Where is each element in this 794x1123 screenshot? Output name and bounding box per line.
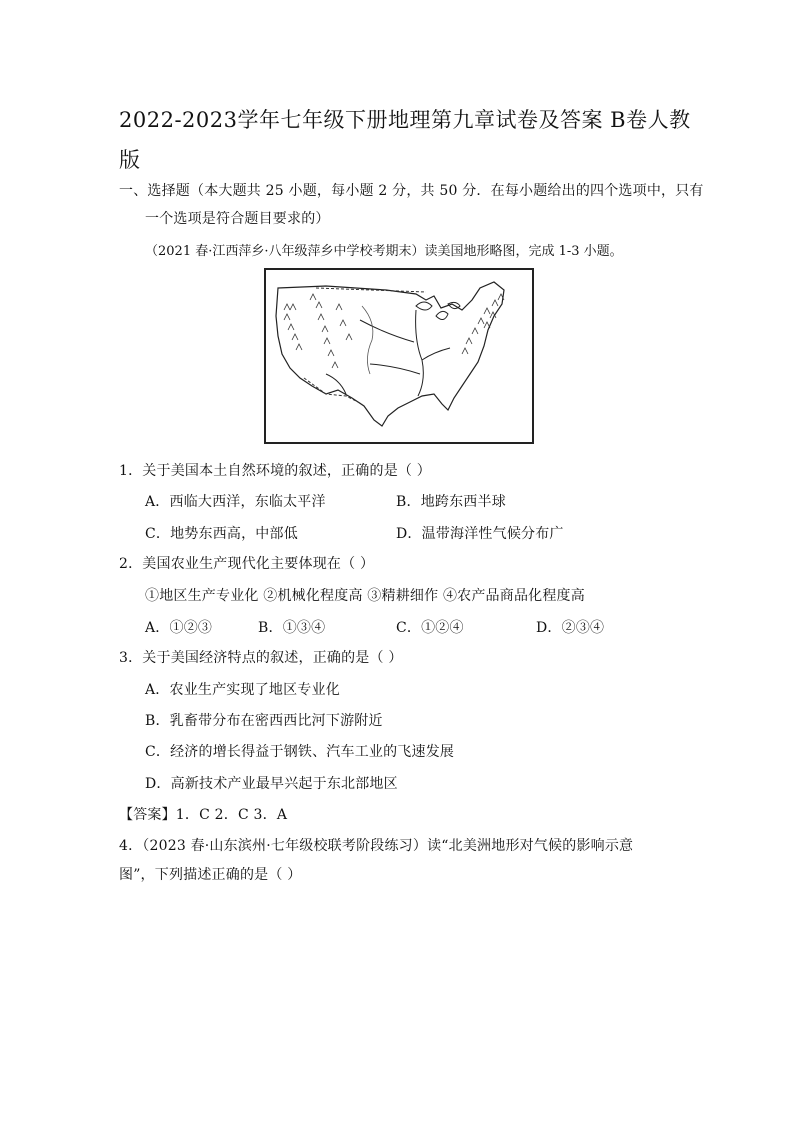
page-title-continued: 版 [119, 148, 141, 172]
question-1-option-c: C．地势东西高，中部低 [145, 526, 298, 542]
question-1-option-d: D．温带海洋性气候分布广 [396, 526, 564, 542]
us-terrain-map-drawing [266, 270, 532, 442]
page-title: 2022-2023学年七年级下册地理第九章试卷及答案 B卷人教 [119, 108, 691, 132]
question-4-stem-continued: 图”，下列描述正确的是（ ） [119, 867, 302, 883]
question-2-option-d: D．②③④ [536, 620, 605, 636]
question-3-stem: 3．关于美国经济特点的叙述，正确的是（ ） [119, 650, 403, 666]
question-1-option-b: B．地跨东西半球 [396, 494, 506, 510]
question-2-items: ①地区生产专业化 ②机械化程度高 ③精耕细作 ④农产品商品化程度高 [145, 588, 585, 604]
question-2-option-c: C．①②④ [396, 620, 464, 636]
question-3-option-c: C．经济的增长得益于钢铁、汽车工业的飞速发展 [145, 744, 455, 760]
question-3-option-b: B．乳畜带分布在密西西比河下游附近 [145, 713, 383, 729]
answer-line: 【答案】1．C 2．C 3．A [119, 807, 288, 823]
question-2-option-a: A．①②③ [145, 620, 213, 636]
question-2-option-b: B．①③④ [258, 620, 326, 636]
section-heading-continued: 一个选项是符合题目要求的） [145, 211, 330, 227]
question-2-stem: 2．美国农业生产现代化主要体现在（ ） [119, 556, 375, 572]
question-intro: （2021 春·江西萍乡·八年级萍乡中学校考期末）读美国地形略图，完成 1-3 小题。 [145, 244, 623, 259]
question-3-option-d: D．高新技术产业最早兴起于东北部地区 [145, 776, 398, 792]
question-4-stem: 4．（2023 春·山东滨州·七年级校联考阶段练习）读“北美洲地形对气候的影响示意 [119, 838, 634, 854]
question-3-option-a: A．农业生产实现了地区专业化 [145, 682, 340, 698]
question-1-stem: 1．关于美国本土自然环境的叙述，正确的是（ ） [119, 463, 431, 479]
question-1-option-a: A．西临大西洋，东临太平洋 [145, 494, 326, 510]
us-terrain-map [264, 268, 534, 444]
section-heading: 一、选择题（本大题共 25 小题，每小题 2 分，共 50 分．在每小题给出的四个选项中，只有 [119, 183, 704, 199]
